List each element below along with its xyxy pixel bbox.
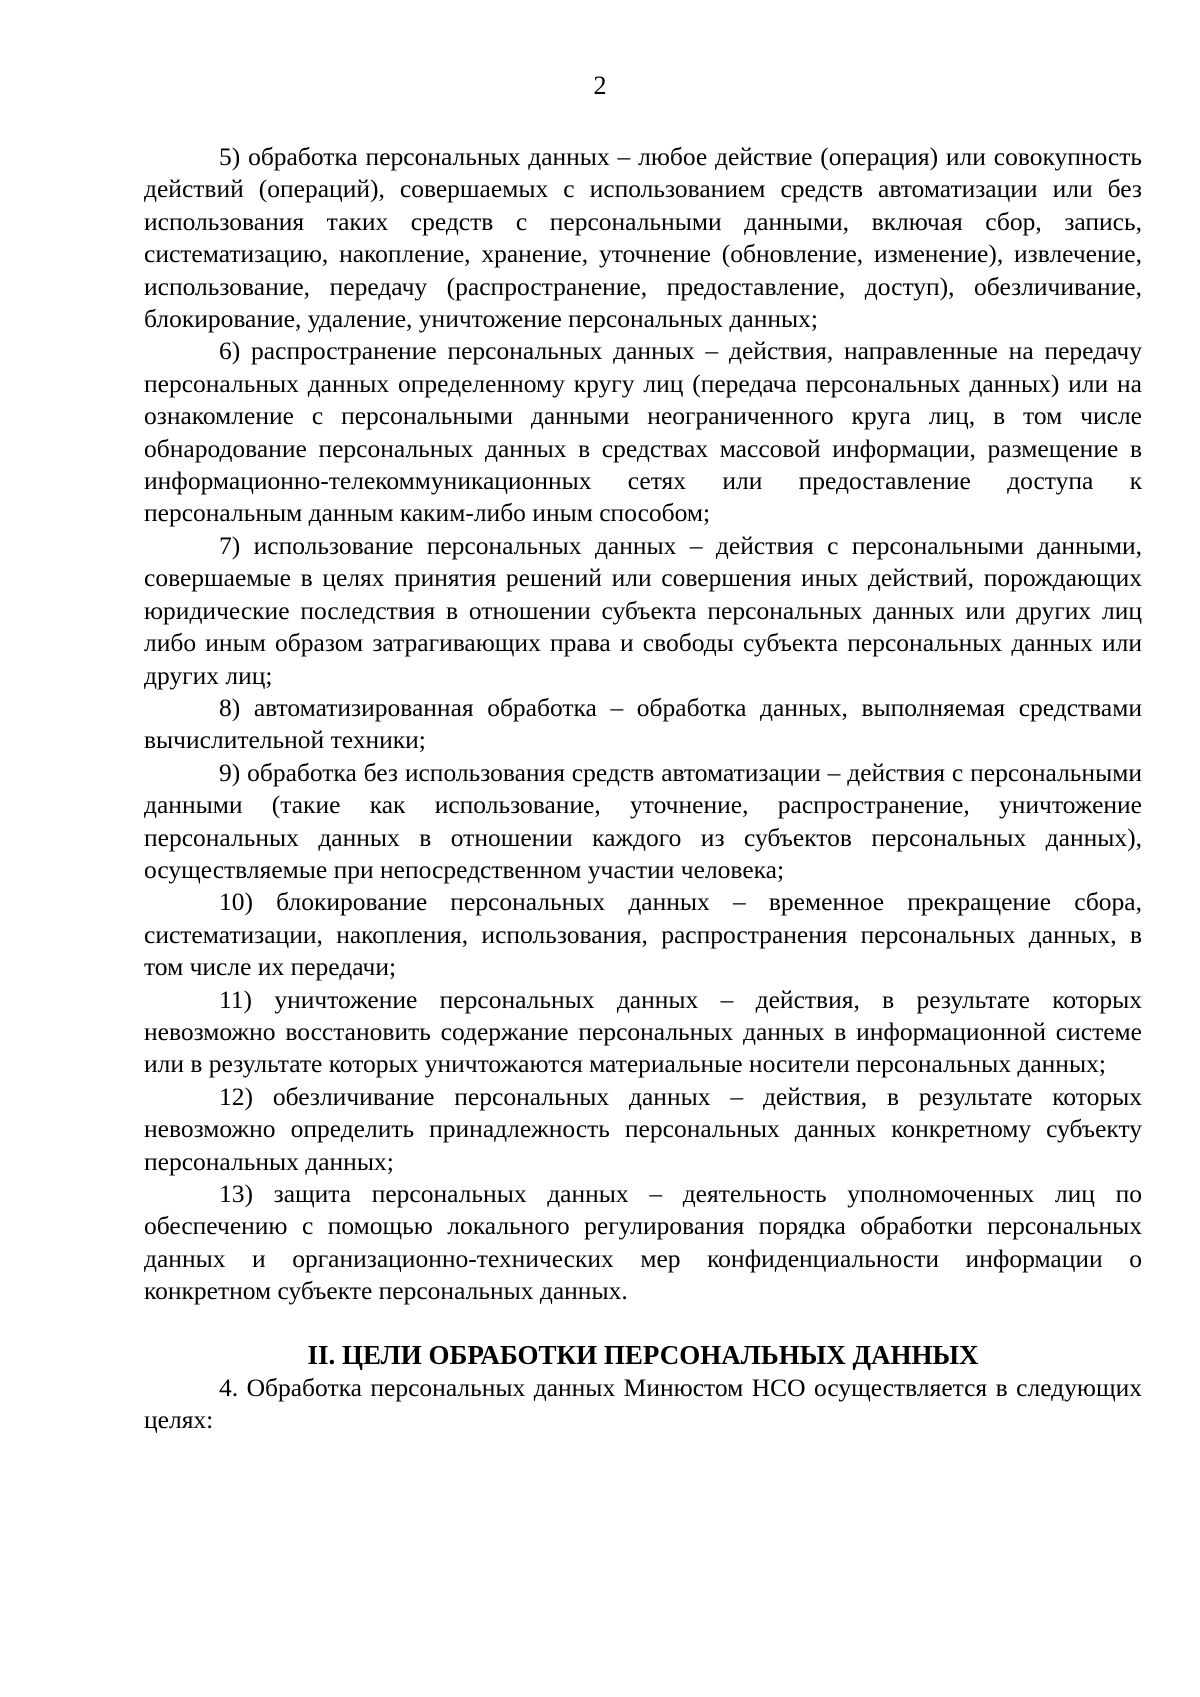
definition-item-5: 5) обработка персональных данных – любое действие (операция) или совокупность действий (операций), совершаемых с использованием средств автоматизации или без использования таких средств с персональными данными, включая сбор, запись, систематизацию, накопление, хранение, уточнение (обновление, изменение), извлечение, использование, передачу (распространение, предоставление, доступ), обезличивание, блокирование, удаление, уничтожение персональных данных; [144, 142, 1142, 334]
document-body [144, 141, 1142, 1436]
definition-item-9: 9) обработка без использования средств автоматизации – действия с персональными данными (такие как использование, уточнение, распространение, уничтожение персональных данных в отношении каждого из субъектов персональных данных), осуществляемые при непосредственном участии человека; [144, 757, 1142, 884]
section-paragraph: 4. Обработка персональных данных Минюстом НСО осуществляется в следующих целях: [144, 1372, 1142, 1435]
definition-item-7: 7) использование персональных данных – действия с персональными данными, совершаемые в целях принятия решений или совершения иных действий, порождающих юридические последствия в отношении субъекта персональных данных или других лиц либо иным образом затрагивающих права и свободы субъекта персональных данных или других лиц; [144, 530, 1142, 690]
definition-item-6: 6) распространение персональных данных – действия, направленные на передачу персональных данных определенному кругу лиц (передача персональных данных) или на ознакомление с персональными данными неограниченного круга лиц, в том числе обнародование персональных данных в средствах массовой информации, размещение в информационно-телекоммуникационных сетях или предоставление доступа к персональным данным каким-либо иным способом; [144, 336, 1142, 528]
section-heading: II. ЦЕЛИ ОБРАБОТКИ ПЕРСОНАЛЬНЫХ ДАННЫХ [307, 1339, 979, 1370]
definition-item-11: 11) уничтожение персональных данных – действия, в результате которых невозможно восстановить содержание персональных данных в информационной системе или в результате которых уничтожаются материальные носители персональных данных; [144, 984, 1142, 1079]
definition-item-10: 10) блокирование персональных данных – временное прекращение сбора, систематизации, накопления, использования, распространения персональных данных, в том числе их передачи; [144, 887, 1142, 982]
page-number: 2 [593, 71, 607, 100]
definition-item-13: 13) защита персональных данных – деятельность уполномоченных лиц по обеспечению с помощью локального регулирования порядка обработки персональных данных и организационно-технических мер конфиденциальности информации о конкретном субъекте персональных данных. [144, 1179, 1142, 1306]
definition-item-8: 8) автоматизированная обработка – обработка данных, выполняемая средствами вычислительной техники; [144, 692, 1142, 755]
definition-item-12: 12) обезличивание персональных данных – действия, в результате которых невозможно определить принадлежность персональных данных конкретному субъекту персональных данных; [144, 1081, 1142, 1176]
